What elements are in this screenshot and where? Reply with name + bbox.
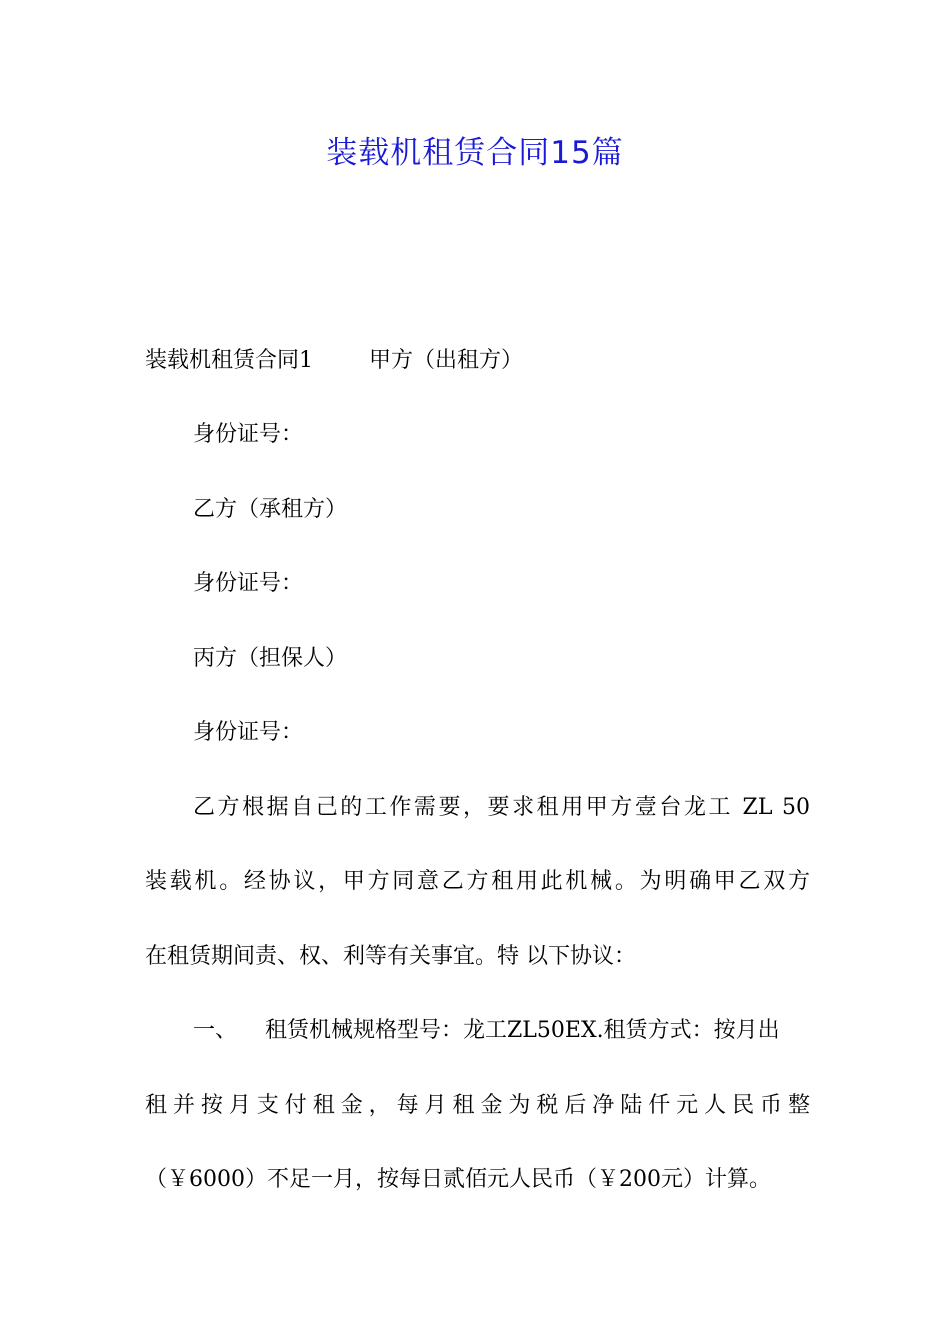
contract-heading: [145, 341, 810, 381]
document-title: 装载机租赁合同15篇: [326, 135, 624, 171]
party-b-id-line: 身份证号：: [193, 571, 304, 596]
paragraph-line: 在租赁期间责、权、利等有关事宜。特 以下协议：: [145, 944, 636, 969]
paragraph-line: （￥6000）不足一月，按每日贰佰元人民币（￥200元）计算。: [145, 1167, 771, 1192]
clause-number: 一、: [193, 1018, 238, 1043]
party-c-id-line: 身份证号：: [193, 720, 304, 745]
clause-text: 租赁机械规格型号：龙工ZL50EX.租赁方式：按月出: [265, 1018, 780, 1043]
clause-one-first-line: [193, 1011, 810, 1051]
contract-number: 装载机租赁合同1: [145, 348, 313, 373]
party-b-label: 乙方（承租方）: [193, 497, 348, 522]
paragraph-line: 装载机。经协议，甲方同意乙方租用此机械。为明确甲乙双方: [145, 869, 810, 894]
party-c-label: 丙方（担保人）: [193, 646, 348, 671]
party-a-id-line: 身份证号：: [193, 422, 304, 447]
paragraph-line: 租并按月支付租金，每月租金为税后净陆仟元人民币整: [145, 1093, 810, 1118]
party-a-label: 甲方（出租方）: [369, 348, 524, 373]
paragraph-line: 乙方根据自己的工作需要，要求租用甲方壹台龙工 ZL 50: [193, 795, 810, 820]
